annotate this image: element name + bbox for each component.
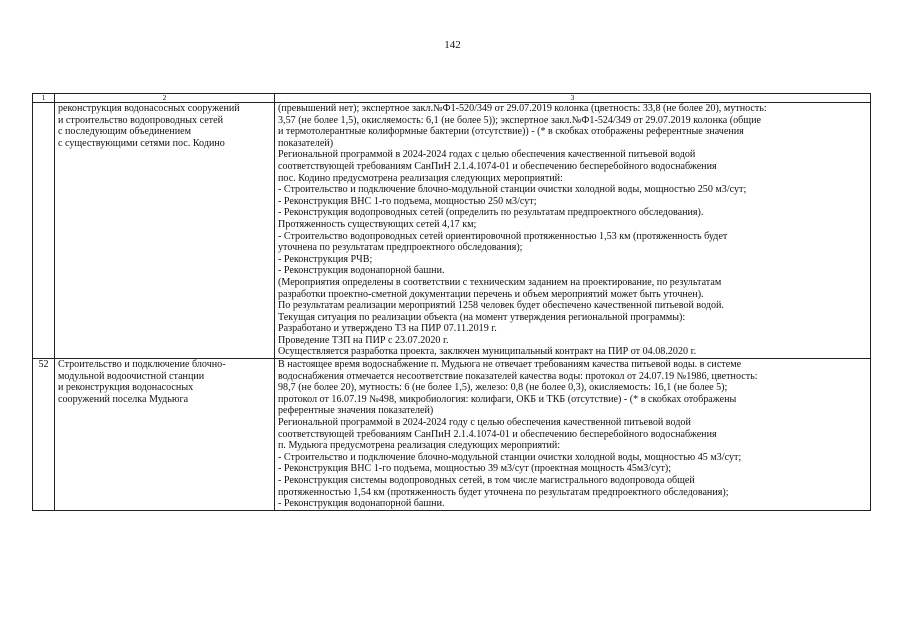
description-line: 3,57 (не более 1,5), окисляемость: 6,1 (не более 5)); экспертное закл.№Ф1-524/349 от 29.07.2019 колонка (общие	[278, 114, 761, 126]
description-line: Проведение ТЗП на ПИР с 23.07.2020 г.	[278, 334, 449, 346]
description-line: протяженностью 1,54 км (протяженность будет уточнена по результатам предпроектного обследования);	[278, 486, 729, 498]
column-header: 3	[275, 94, 871, 103]
description-line: - Реконструкция системы водопроводных сетей, в том числе магистрального водопровода общей	[278, 475, 695, 486]
row-number: 52	[33, 359, 55, 511]
description-line: - Реконструкция водонапорной башни.	[278, 498, 445, 510]
description-line: пос. Кодино предусмотрена реализация следующих мероприятий:	[278, 172, 563, 184]
object-title-line: модульной водоочистной станции	[58, 370, 205, 382]
description-line: 98,7 (не более 20), мутность: 6 (не более 1,5), железо: 0,8 (не более 0,3), окисляемость: 16,1 (не более 5);	[278, 382, 728, 394]
description-line: По результатам реализации мероприятий 1258 человек будет обеспечено качественной питьевой водой.	[278, 300, 724, 312]
description-line: - Реконструкция водонапорной башни.	[278, 265, 445, 277]
description-line: Протяженность существующих сетей 4,17 км;	[278, 218, 477, 230]
table-row	[33, 359, 871, 511]
description-line: соответствующей требованиям СанПиН 2.1.4.1074-01 и обеспечению бесперебойного водоснабжения	[278, 428, 717, 440]
description-line: Региональной программой в 2024-2024 годах с целью обеспечения качественной питьевой водой	[278, 149, 696, 161]
row-number	[33, 103, 55, 359]
description-line: - Реконструкция РЧВ;	[278, 253, 373, 265]
description-line: Региональной программой в 2024-2024 году с целью обеспечения качественной питьевой водой	[278, 417, 691, 429]
description-line: соответствующей требованиям СанПиН 2.1.4.1074-01 и обеспечению бесперебойного водоснабжения	[278, 160, 717, 172]
table-header-row	[33, 94, 871, 103]
table-row	[33, 103, 871, 359]
description-line: В настоящее время водоснабжение п. Мудьюга не отвечает требованиям качества питьевой воды. в системе	[278, 359, 742, 371]
description-line: - Реконструкция водопроводных сетей (определить по результатам предпроектного обследования).	[278, 207, 704, 219]
object-title-line: и строительство водопроводных сетей	[58, 114, 223, 126]
object-title-line: и реконструкция водонасосных	[58, 382, 194, 394]
description-line: разработки проектно-сметной документации перечень и объем мероприятий может быть уточнен).	[278, 288, 704, 300]
page-number: 142	[444, 39, 461, 51]
document-table	[32, 93, 871, 511]
description-line: уточнена по результатам предпроектного обследования);	[278, 242, 523, 254]
description-line: показателей)	[278, 137, 334, 149]
description-cell	[275, 103, 871, 359]
description-line: - Строительство и подключение блочно-модульной станции очистки холодной воды, мощностью 45 м3/сут;	[278, 451, 742, 463]
description-line: водоснабжения отмечается несоответствие показателей качества воды: протокол от 24.07.19 №1986, цветность:	[278, 370, 758, 382]
description-line: Текущая ситуация по реализации объекта (на момент утверждения региональной программы):	[278, 311, 686, 323]
description-line: Осуществляется разработка проекта, заключен муниципальный контракт на ПИР от 04.08.2020 г.	[278, 346, 697, 358]
object-title-line: с последующим объединением	[58, 126, 191, 138]
column-header: 2	[55, 94, 275, 103]
description-line: - Строительство водопроводных сетей ориентировочной протяженностью 1,53 км (протяженность будет	[278, 230, 728, 242]
object-title-line: сооружений поселка Мудьюга	[58, 393, 189, 405]
object-title-cell	[55, 359, 275, 511]
description-line: (Мероприятия определены в соответствии с техническим заданием на проектирование, по результатам	[278, 276, 722, 288]
description-line: - Строительство и подключение блочно-модульной станции очистки холодной воды, мощностью 250 м3/сут;	[278, 184, 747, 196]
column-header: 1	[33, 94, 55, 103]
description-line: п. Мудьюга предусмотрена реализация следующих мероприятий:	[278, 440, 561, 452]
object-title-line: Строительство и подключение блочно-	[58, 359, 226, 371]
description-line: - Реконструкция ВНС 1-го подъема, мощностью 39 м3/сут (проектная мощность 45м3/сут);	[278, 463, 672, 475]
description-line: - Реконструкция ВНС 1-го подъема, мощностью 250 м3/сут;	[278, 195, 537, 207]
description-line: референтные значения показателей)	[278, 405, 434, 417]
description-line: (превышений нет); экспертное закл.№Ф1-520/349 от 29.07.2019 колонка (цветность: 33,8 (не более 20), мутность:	[278, 103, 767, 114]
description-cell	[275, 359, 871, 511]
object-title-cell	[55, 103, 275, 359]
description-line: и термотолерантные колиформные бактерии (отсутствие)) - (* в скобках отображены референтные значения	[278, 126, 744, 138]
description-line: протокол от 16.07.19 №498, микробиология: колифаги, ОКБ и ТКБ (отсутствие) - (* в скобках отображены	[278, 393, 737, 405]
description-line: Разработано и утверждено ТЗ на ПИР 07.11.2019 г.	[278, 323, 497, 335]
object-title-line: с существующими сетями пос. Кодино	[58, 137, 225, 149]
object-title-line: реконструкция водонасосных сооружений	[58, 103, 240, 114]
